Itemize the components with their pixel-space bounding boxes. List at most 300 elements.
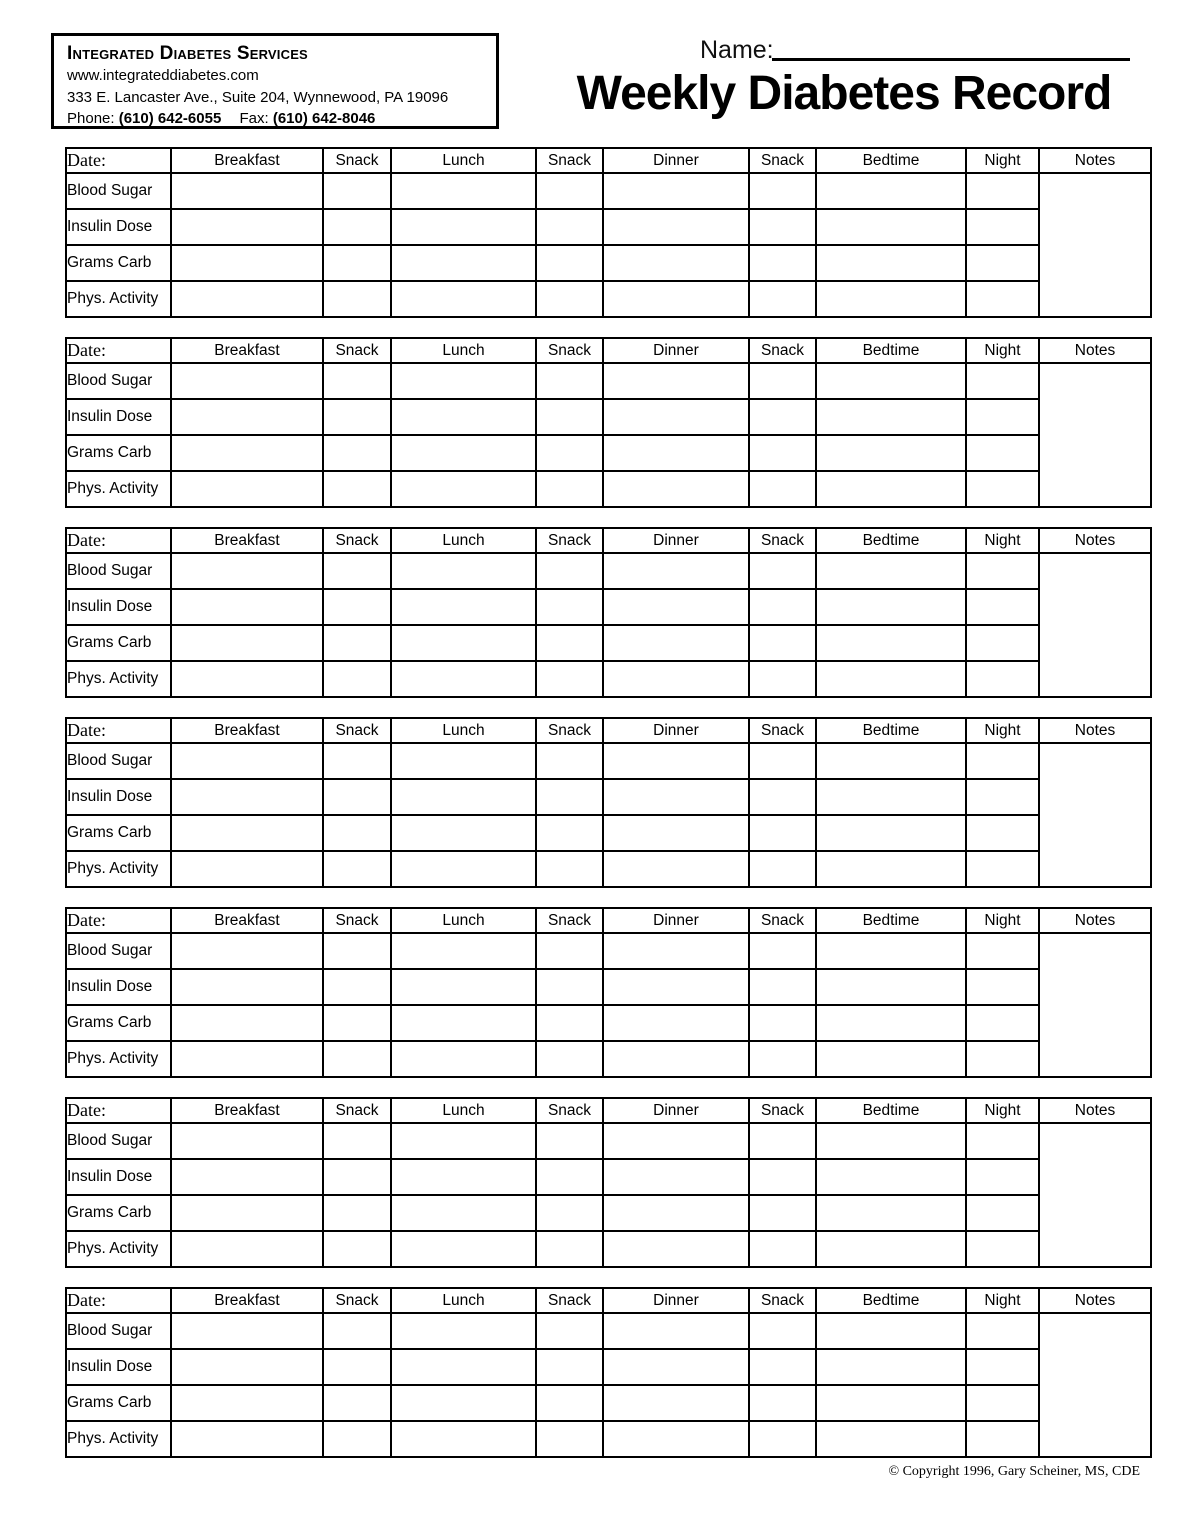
entry-cell (171, 435, 323, 471)
row-label-blood-sugar: Blood Sugar (66, 743, 171, 779)
notes-cell (1039, 553, 1151, 697)
grams-carb-row (66, 815, 1151, 851)
col-header-bedtime: Bedtime (816, 908, 966, 933)
col-header-notes: Notes (1039, 908, 1151, 933)
entry-cell (536, 1349, 603, 1385)
entry-cell (323, 1123, 391, 1159)
col-header-snack-eve: Snack (749, 908, 816, 933)
entry-cell (749, 851, 816, 887)
col-header-snack-pm: Snack (536, 1098, 603, 1123)
entry-cell (391, 553, 536, 589)
entry-cell (391, 435, 536, 471)
entry-cell (391, 1231, 536, 1267)
table-header-row (66, 1098, 1151, 1123)
entry-cell (391, 1313, 536, 1349)
entry-cell (323, 209, 391, 245)
row-label-insulin-dose: Insulin Dose (66, 969, 171, 1005)
row-label-grams-carb: Grams Carb (66, 1005, 171, 1041)
col-header-night: Night (966, 528, 1039, 553)
entry-cell (816, 173, 966, 209)
table-header-row (66, 718, 1151, 743)
entry-cell (323, 1231, 391, 1267)
fax-label: Fax: (239, 110, 269, 127)
col-header-lunch: Lunch (391, 1288, 536, 1313)
entry-cell (391, 933, 536, 969)
notes-cell (1039, 933, 1151, 1077)
entry-cell (966, 245, 1039, 281)
phone-number: (610) 642-6055 (118, 110, 222, 127)
entry-cell (536, 969, 603, 1005)
entry-cell (536, 245, 603, 281)
insulin-dose-row (66, 1159, 1151, 1195)
col-header-lunch: Lunch (391, 908, 536, 933)
company-website: www.integrateddiabetes.com (67, 67, 259, 84)
entry-cell (171, 553, 323, 589)
blood-sugar-row (66, 173, 1151, 209)
row-label-phys-activity: Phys. Activity (66, 281, 171, 317)
notes-cell (1039, 173, 1151, 317)
entry-cell (603, 245, 749, 281)
col-header-snack-pm: Snack (536, 338, 603, 363)
col-header-bedtime: Bedtime (816, 1288, 966, 1313)
blood-sugar-row (66, 743, 1151, 779)
row-label-insulin-dose: Insulin Dose (66, 209, 171, 245)
row-label-phys-activity: Phys. Activity (66, 471, 171, 507)
entry-cell (966, 1123, 1039, 1159)
entry-cell (536, 1159, 603, 1195)
blood-sugar-row (66, 363, 1151, 399)
col-header-snack-pm: Snack (536, 528, 603, 553)
col-header-snack-am: Snack (323, 718, 391, 743)
insulin-dose-row (66, 1349, 1151, 1385)
col-header-breakfast: Breakfast (171, 718, 323, 743)
col-header-snack-eve: Snack (749, 148, 816, 173)
row-label-insulin-dose: Insulin Dose (66, 1349, 171, 1385)
entry-cell (603, 1231, 749, 1267)
entry-cell (966, 399, 1039, 435)
entry-cell (816, 815, 966, 851)
company-name: Integrated Diabetes Services (67, 43, 308, 64)
letterhead-box (51, 33, 499, 129)
entry-cell (966, 435, 1039, 471)
table-header-row (66, 908, 1151, 933)
entry-cell (171, 281, 323, 317)
company-address: 333 E. Lancaster Ave., Suite 204, Wynnewood, PA 19096 (67, 88, 449, 106)
row-label-blood-sugar: Blood Sugar (66, 933, 171, 969)
entry-cell (749, 779, 816, 815)
entry-cell (966, 1231, 1039, 1267)
entry-cell (749, 815, 816, 851)
entry-cell (816, 779, 966, 815)
col-header-night: Night (966, 148, 1039, 173)
entry-cell (603, 1421, 749, 1457)
col-header-breakfast: Breakfast (171, 1288, 323, 1313)
row-label-blood-sugar: Blood Sugar (66, 173, 171, 209)
entry-cell (536, 363, 603, 399)
col-header-snack-am: Snack (323, 1098, 391, 1123)
col-header-breakfast: Breakfast (171, 908, 323, 933)
entry-cell (966, 815, 1039, 851)
grams-carb-row (66, 1195, 1151, 1231)
entry-cell (323, 1385, 391, 1421)
col-header-notes: Notes (1039, 1098, 1151, 1123)
table-header-row (66, 148, 1151, 173)
entry-cell (966, 209, 1039, 245)
grams-carb-row (66, 245, 1151, 281)
entry-cell (966, 933, 1039, 969)
row-label-phys-activity: Phys. Activity (66, 1041, 171, 1077)
entry-cell (749, 933, 816, 969)
phys-activity-row (66, 1041, 1151, 1077)
row-label-insulin-dose: Insulin Dose (66, 1159, 171, 1195)
col-header-dinner: Dinner (603, 1098, 749, 1123)
entry-cell (536, 851, 603, 887)
entry-cell (391, 1195, 536, 1231)
entry-cell (536, 933, 603, 969)
entry-cell (323, 815, 391, 851)
date-label: Date: (66, 1098, 171, 1123)
date-label: Date: (66, 908, 171, 933)
entry-cell (171, 589, 323, 625)
col-header-notes: Notes (1039, 1288, 1151, 1313)
grams-carb-row (66, 1005, 1151, 1041)
notes-cell (1039, 1123, 1151, 1267)
col-header-snack-pm: Snack (536, 1288, 603, 1313)
entry-cell (323, 1313, 391, 1349)
phys-activity-row (66, 1231, 1151, 1267)
entry-cell (749, 1159, 816, 1195)
entry-cell (171, 661, 323, 697)
entry-cell (536, 1231, 603, 1267)
entry-cell (966, 1313, 1039, 1349)
notes-cell (1039, 1313, 1151, 1457)
entry-cell (603, 1195, 749, 1231)
col-header-notes: Notes (1039, 148, 1151, 173)
col-header-dinner: Dinner (603, 1288, 749, 1313)
entry-cell (749, 969, 816, 1005)
entry-cell (603, 851, 749, 887)
row-label-insulin-dose: Insulin Dose (66, 399, 171, 435)
table-header-row (66, 338, 1151, 363)
entry-cell (536, 1313, 603, 1349)
entry-cell (749, 1421, 816, 1457)
entry-cell (816, 1313, 966, 1349)
col-header-snack-eve: Snack (749, 338, 816, 363)
grams-carb-row (66, 435, 1151, 471)
entry-cell (323, 589, 391, 625)
entry-cell (966, 1349, 1039, 1385)
entry-cell (391, 173, 536, 209)
entry-cell (391, 661, 536, 697)
entry-cell (966, 661, 1039, 697)
week-table (65, 907, 1152, 1078)
date-label: Date: (66, 1288, 171, 1313)
entry-cell (536, 1421, 603, 1457)
entry-cell (171, 209, 323, 245)
col-header-snack-eve: Snack (749, 1288, 816, 1313)
col-header-lunch: Lunch (391, 1098, 536, 1123)
col-header-snack-am: Snack (323, 338, 391, 363)
entry-cell (749, 363, 816, 399)
entry-cell (749, 209, 816, 245)
col-header-night: Night (966, 338, 1039, 363)
entry-cell (171, 1123, 323, 1159)
entry-cell (816, 435, 966, 471)
entry-cell (323, 1005, 391, 1041)
entry-cell (323, 435, 391, 471)
entry-cell (966, 625, 1039, 661)
entry-cell (749, 1195, 816, 1231)
entry-cell (171, 471, 323, 507)
date-label: Date: (66, 148, 171, 173)
row-label-blood-sugar: Blood Sugar (66, 363, 171, 399)
row-label-grams-carb: Grams Carb (66, 245, 171, 281)
entry-cell (391, 1159, 536, 1195)
entry-cell (816, 471, 966, 507)
week-table (65, 147, 1152, 318)
entry-cell (816, 209, 966, 245)
blood-sugar-row (66, 1123, 1151, 1159)
entry-cell (816, 1421, 966, 1457)
entry-cell (603, 281, 749, 317)
entry-cell (391, 1421, 536, 1457)
entry-cell (749, 625, 816, 661)
entry-cell (603, 743, 749, 779)
col-header-night: Night (966, 1098, 1039, 1123)
entry-cell (749, 661, 816, 697)
entry-cell (816, 1041, 966, 1077)
entry-cell (171, 851, 323, 887)
col-header-dinner: Dinner (603, 338, 749, 363)
entry-cell (536, 815, 603, 851)
entry-cell (536, 1041, 603, 1077)
entry-cell (749, 553, 816, 589)
entry-cell (749, 589, 816, 625)
entry-cell (323, 281, 391, 317)
col-header-snack-am: Snack (323, 1288, 391, 1313)
row-label-phys-activity: Phys. Activity (66, 1231, 171, 1267)
phys-activity-row (66, 661, 1151, 697)
entry-cell (749, 399, 816, 435)
table-header-row (66, 528, 1151, 553)
entry-cell (749, 1123, 816, 1159)
entry-cell (171, 969, 323, 1005)
entry-cell (391, 743, 536, 779)
col-header-breakfast: Breakfast (171, 528, 323, 553)
insulin-dose-row (66, 779, 1151, 815)
entry-cell (966, 1159, 1039, 1195)
entry-cell (323, 1421, 391, 1457)
entry-cell (323, 173, 391, 209)
insulin-dose-row (66, 399, 1151, 435)
entry-cell (966, 553, 1039, 589)
entry-cell (171, 1421, 323, 1457)
entry-cell (323, 245, 391, 281)
col-header-night: Night (966, 1288, 1039, 1313)
col-header-dinner: Dinner (603, 148, 749, 173)
phys-activity-row (66, 851, 1151, 887)
entry-cell (391, 1349, 536, 1385)
entry-cell (536, 779, 603, 815)
entry-cell (966, 1041, 1039, 1077)
blood-sugar-row (66, 1313, 1151, 1349)
entry-cell (391, 209, 536, 245)
entry-cell (323, 969, 391, 1005)
entry-cell (816, 743, 966, 779)
entry-cell (603, 1385, 749, 1421)
entry-cell (323, 661, 391, 697)
entry-cell (603, 209, 749, 245)
entry-cell (749, 743, 816, 779)
entry-cell (603, 553, 749, 589)
col-header-dinner: Dinner (603, 718, 749, 743)
table-header-row (66, 1288, 1151, 1313)
entry-cell (603, 363, 749, 399)
entry-cell (816, 625, 966, 661)
entry-cell (816, 851, 966, 887)
entry-cell (323, 1349, 391, 1385)
entry-cell (323, 1195, 391, 1231)
entry-cell (171, 625, 323, 661)
entry-cell (171, 399, 323, 435)
entry-cell (536, 281, 603, 317)
col-header-bedtime: Bedtime (816, 1098, 966, 1123)
entry-cell (749, 1231, 816, 1267)
entry-cell (171, 743, 323, 779)
entry-cell (323, 779, 391, 815)
entry-cell (749, 1313, 816, 1349)
entry-cell (749, 435, 816, 471)
entry-cell (816, 363, 966, 399)
col-header-breakfast: Breakfast (171, 148, 323, 173)
entry-cell (323, 363, 391, 399)
entry-cell (536, 661, 603, 697)
date-label: Date: (66, 528, 171, 553)
blood-sugar-row (66, 553, 1151, 589)
entry-cell (171, 1385, 323, 1421)
entry-cell (171, 1313, 323, 1349)
entry-cell (171, 173, 323, 209)
entry-cell (536, 625, 603, 661)
col-header-dinner: Dinner (603, 908, 749, 933)
entry-cell (171, 1041, 323, 1077)
entry-cell (171, 1349, 323, 1385)
entry-cell (171, 1005, 323, 1041)
entry-cell (966, 851, 1039, 887)
copyright-note: © Copyright 1996, Gary Scheiner, MS, CDE (888, 1464, 1140, 1479)
col-header-bedtime: Bedtime (816, 148, 966, 173)
entry-cell (536, 209, 603, 245)
entry-cell (171, 1195, 323, 1231)
entry-cell (749, 1005, 816, 1041)
entry-cell (603, 1123, 749, 1159)
company-phone-fax (67, 108, 488, 130)
entry-cell (966, 779, 1039, 815)
name-label: Name: (700, 36, 774, 64)
phys-activity-row (66, 281, 1151, 317)
entry-cell (171, 1159, 323, 1195)
entry-cell (536, 435, 603, 471)
row-label-blood-sugar: Blood Sugar (66, 1313, 171, 1349)
row-label-grams-carb: Grams Carb (66, 1195, 171, 1231)
entry-cell (323, 851, 391, 887)
col-header-lunch: Lunch (391, 528, 536, 553)
col-header-lunch: Lunch (391, 338, 536, 363)
entry-cell (171, 245, 323, 281)
col-header-lunch: Lunch (391, 148, 536, 173)
entry-cell (323, 1159, 391, 1195)
insulin-dose-row (66, 589, 1151, 625)
entry-cell (816, 969, 966, 1005)
entry-cell (966, 281, 1039, 317)
insulin-dose-row (66, 969, 1151, 1005)
entry-cell (749, 1041, 816, 1077)
entry-cell (603, 969, 749, 1005)
entry-cell (816, 1195, 966, 1231)
col-header-notes: Notes (1039, 528, 1151, 553)
entry-cell (749, 1349, 816, 1385)
entry-cell (603, 933, 749, 969)
entry-cell (966, 1005, 1039, 1041)
week-table (65, 1287, 1152, 1458)
entry-cell (816, 1005, 966, 1041)
entry-cell (816, 1231, 966, 1267)
entry-cell (749, 1385, 816, 1421)
entry-cell (171, 1231, 323, 1267)
phys-activity-row (66, 471, 1151, 507)
entry-cell (816, 933, 966, 969)
entry-cell (536, 589, 603, 625)
col-header-bedtime: Bedtime (816, 528, 966, 553)
week-table (65, 717, 1152, 888)
entry-cell (391, 969, 536, 1005)
notes-cell (1039, 743, 1151, 887)
entry-cell (603, 779, 749, 815)
col-header-breakfast: Breakfast (171, 1098, 323, 1123)
entry-cell (391, 851, 536, 887)
row-label-grams-carb: Grams Carb (66, 435, 171, 471)
entry-cell (603, 1005, 749, 1041)
entry-cell (603, 1349, 749, 1385)
entry-cell (536, 1195, 603, 1231)
entry-cell (816, 553, 966, 589)
grams-carb-row (66, 1385, 1151, 1421)
entry-cell (816, 1123, 966, 1159)
entry-cell (323, 1041, 391, 1077)
entry-cell (816, 589, 966, 625)
entry-cell (603, 173, 749, 209)
col-header-snack-pm: Snack (536, 718, 603, 743)
entry-cell (391, 471, 536, 507)
entry-cell (966, 363, 1039, 399)
phys-activity-row (66, 1421, 1151, 1457)
col-header-snack-eve: Snack (749, 718, 816, 743)
entry-cell (391, 1005, 536, 1041)
entry-cell (816, 245, 966, 281)
entry-cell (323, 625, 391, 661)
entry-cell (816, 399, 966, 435)
col-header-notes: Notes (1039, 338, 1151, 363)
entry-cell (536, 1123, 603, 1159)
entry-cell (391, 625, 536, 661)
entry-cell (966, 589, 1039, 625)
entry-cell (749, 173, 816, 209)
entry-cell (391, 281, 536, 317)
col-header-bedtime: Bedtime (816, 718, 966, 743)
col-header-snack-am: Snack (323, 908, 391, 933)
col-header-notes: Notes (1039, 718, 1151, 743)
entry-cell (966, 471, 1039, 507)
